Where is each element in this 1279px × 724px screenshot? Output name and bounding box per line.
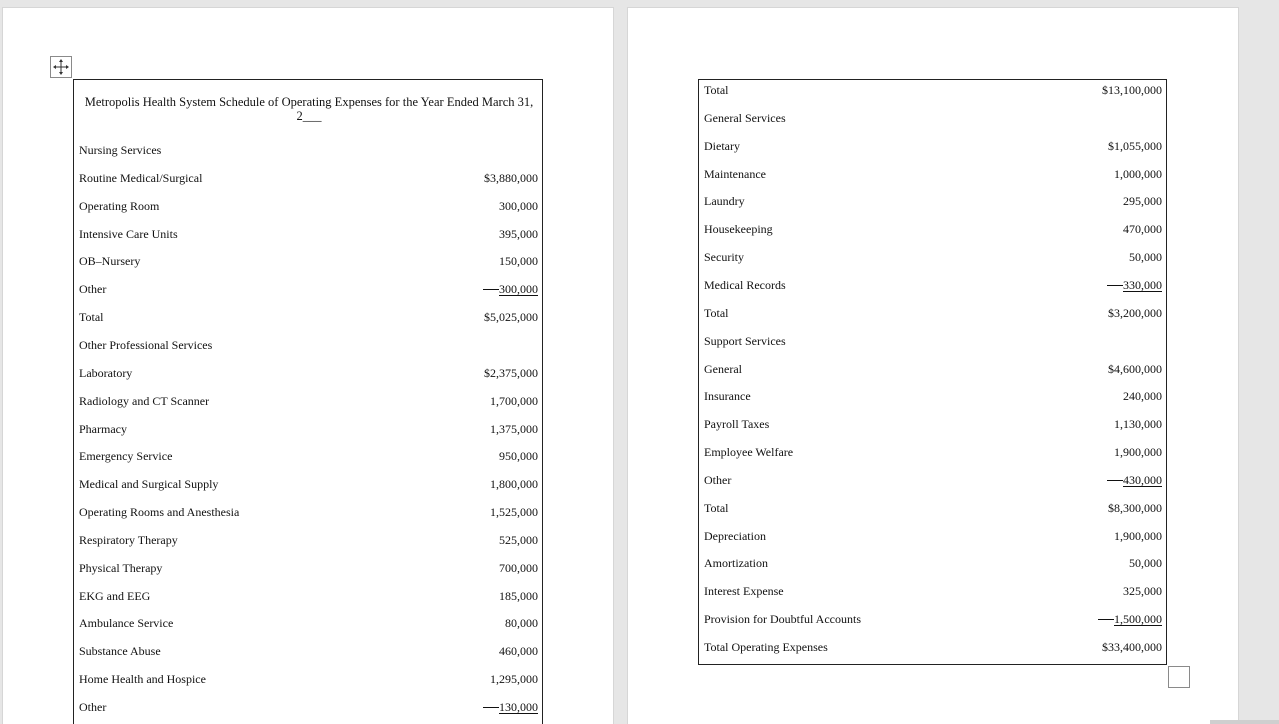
table-row: [699, 471, 1166, 489]
row-amount: 295,000: [1123, 194, 1162, 209]
row-amount: $2,375,000: [484, 365, 538, 380]
row-label: Insurance: [704, 389, 751, 404]
table-row: [74, 252, 542, 270]
table-row: [74, 197, 542, 215]
document-page-left: [3, 8, 613, 724]
table-row: [699, 304, 1166, 322]
row-label: Support Services: [704, 333, 786, 348]
row-amount: 50,000: [1129, 556, 1162, 571]
table-row: [74, 225, 542, 243]
table-row: [699, 415, 1166, 433]
row-label: Security: [704, 250, 744, 265]
table-row: [699, 137, 1166, 155]
row-label: Total: [704, 500, 729, 515]
table-row: [699, 192, 1166, 210]
row-label: Other Professional Services: [79, 337, 213, 352]
row-amount: 1,130,000: [1114, 417, 1162, 432]
table-row: [699, 387, 1166, 405]
table-title-line-2: 2___: [296, 109, 322, 123]
table-row: [699, 638, 1166, 656]
row-amount: 1,900,000: [1114, 445, 1162, 460]
table-row: [699, 220, 1166, 238]
row-label: General: [704, 361, 742, 376]
table-title-line-1: Metropolis Health System Schedule of Operating Expenses for the Year Ended March 31,: [84, 95, 534, 109]
row-amount: 1,700,000: [490, 393, 538, 408]
row-label: Other: [704, 472, 732, 487]
row-amount: 700,000: [499, 560, 538, 575]
row-label: Total: [79, 310, 104, 325]
row-label: Amortization: [704, 556, 768, 571]
table-row: [74, 642, 542, 660]
table-row: [74, 475, 542, 493]
row-label: Other: [79, 282, 107, 297]
table-row: [699, 554, 1166, 572]
table-row: [74, 141, 542, 159]
row-label: Provision for Doubtful Accounts: [704, 612, 861, 627]
row-label: Emergency Service: [79, 449, 173, 464]
row-amount: 80,000: [505, 616, 538, 631]
row-label: Intensive Care Units: [79, 226, 178, 241]
row-amount: 150,000: [499, 254, 538, 269]
row-amount: 130,000: [483, 698, 538, 716]
row-label: Routine Medical/Surgical: [79, 170, 203, 185]
row-label: Total: [704, 305, 729, 320]
table-row: [699, 499, 1166, 517]
table-row: [74, 392, 542, 410]
table-row: [74, 447, 542, 465]
table-resize-handle[interactable]: [1168, 666, 1190, 688]
table-row: [74, 587, 542, 605]
row-label: Home Health and Hospice: [79, 672, 206, 687]
row-amount: $3,880,000: [484, 170, 538, 185]
row-amount: $1,055,000: [1108, 138, 1162, 153]
table-row: [699, 527, 1166, 545]
table-row: [699, 109, 1166, 127]
row-amount: 50,000: [1129, 250, 1162, 265]
table-row: [74, 698, 542, 716]
table-row: [699, 332, 1166, 350]
row-label: Total: [704, 83, 729, 97]
row-label: Medical Records: [704, 277, 786, 292]
row-label: Medical and Surgical Supply: [79, 477, 219, 492]
table-move-handle-icon[interactable]: [50, 56, 72, 78]
row-amount: 430,000: [1107, 471, 1162, 489]
table-row: [74, 614, 542, 632]
table-row: [74, 670, 542, 688]
row-amount: 1,500,000: [1098, 610, 1162, 628]
table-row: [699, 610, 1166, 628]
row-amount: 185,000: [499, 588, 538, 603]
table-row: [699, 582, 1166, 600]
row-label: Radiology and CT Scanner: [79, 393, 210, 408]
row-label: Maintenance: [704, 166, 766, 181]
table-row: [74, 336, 542, 354]
table-row: [74, 559, 542, 577]
row-amount: 330,000: [1107, 276, 1162, 294]
row-label: OB–Nursery: [79, 254, 141, 269]
row-label: Ambulance Service: [79, 616, 174, 631]
row-amount: 1,800,000: [490, 477, 538, 492]
row-amount: 325,000: [1123, 584, 1162, 599]
row-amount: 950,000: [499, 449, 538, 464]
table-row: [74, 280, 542, 298]
row-label: Payroll Taxes: [704, 417, 770, 432]
table-title: [74, 95, 544, 123]
document-page-right: [628, 8, 1238, 724]
row-amount: 1,900,000: [1114, 528, 1162, 543]
row-label: Pharmacy: [79, 421, 127, 436]
row-amount: 300,000: [483, 280, 538, 298]
table-row: [699, 165, 1166, 183]
row-label: Nursing Services: [79, 143, 162, 157]
table-row: [699, 360, 1166, 378]
row-amount: $8,300,000: [1108, 500, 1162, 515]
row-amount: 460,000: [499, 644, 538, 659]
row-label: EKG and EEG: [79, 588, 151, 603]
row-amount: 1,525,000: [490, 505, 538, 520]
table-row: [699, 276, 1166, 294]
row-label: Dietary: [704, 138, 740, 153]
row-label: Laboratory: [79, 365, 133, 380]
row-amount: $4,600,000: [1108, 361, 1162, 376]
row-label: Housekeeping: [704, 222, 773, 237]
row-label: Operating Room: [79, 198, 160, 213]
table-row: [699, 443, 1166, 461]
row-label: General Services: [704, 110, 786, 125]
row-amount: 395,000: [499, 226, 538, 241]
expense-table-part-2: [698, 79, 1167, 665]
table-row: [699, 81, 1166, 99]
row-label: Depreciation: [704, 528, 766, 543]
row-amount: $33,400,000: [1102, 640, 1162, 654]
row-label: Total Operating Expenses: [704, 640, 828, 654]
row-label: Employee Welfare: [704, 445, 794, 460]
row-label: Substance Abuse: [79, 644, 161, 659]
row-amount: 1,375,000: [490, 421, 538, 436]
row-label: Other: [79, 700, 107, 714]
row-label: Operating Rooms and Anesthesia: [79, 505, 240, 520]
scrollbar-stub: [1210, 720, 1279, 724]
row-label: Laundry: [704, 194, 745, 209]
row-amount: $5,025,000: [484, 310, 538, 325]
row-label: Physical Therapy: [79, 560, 163, 575]
row-label: Respiratory Therapy: [79, 532, 178, 547]
table-row: [74, 503, 542, 521]
row-label: Interest Expense: [704, 584, 784, 599]
row-amount: 1,000,000: [1114, 166, 1162, 181]
row-amount: 525,000: [499, 532, 538, 547]
table-row: [74, 531, 542, 549]
row-amount: $13,100,000: [1102, 83, 1162, 97]
row-amount: $3,200,000: [1108, 305, 1162, 320]
row-amount: 1,295,000: [490, 672, 538, 687]
table-row: [74, 364, 542, 382]
table-row: [74, 308, 542, 326]
table-row: [74, 169, 542, 187]
table-row: [74, 420, 542, 438]
table-row: [699, 248, 1166, 266]
row-amount: 470,000: [1123, 222, 1162, 237]
row-amount: 240,000: [1123, 389, 1162, 404]
row-amount: 300,000: [499, 198, 538, 213]
expense-table-part-1: [73, 79, 543, 724]
